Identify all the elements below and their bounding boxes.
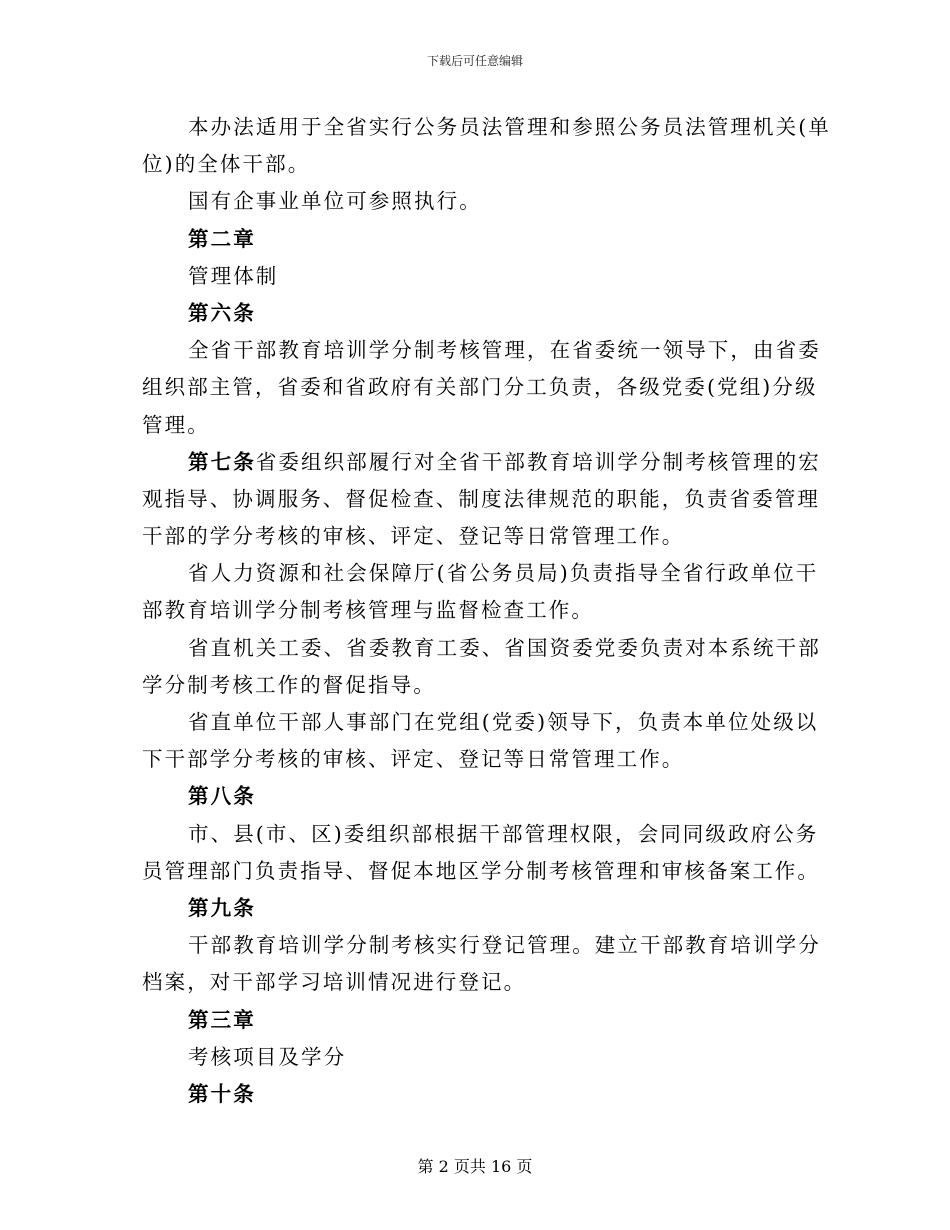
paragraph-line: 位)的全体干部。 — [142, 152, 311, 177]
chapter-heading: 第二章 — [188, 226, 256, 251]
document-body — [142, 109, 831, 1113]
paragraph-line: 下干部学分考核的审核、评定、登记等日常管理工作。 — [142, 747, 685, 772]
page-number: 第 2 页共 16 页 — [417, 1157, 533, 1176]
paragraph-line: 部教育培训学分制考核管理与监督检查工作。 — [142, 598, 594, 623]
article-heading-inline: 第七条 — [188, 449, 256, 474]
paragraph-line: 组织部主管，省委和省政府有关部门分工负责，各级党委(党组)分级 — [142, 375, 818, 400]
paragraph-line: 干部的学分考核的审核、评定、登记等日常管理工作。 — [142, 524, 685, 549]
paragraph-line: 本办法适用于全省实行公务员法管理和参照公务员法管理机关(单 — [188, 115, 831, 139]
article-heading: 第六条 — [188, 300, 256, 325]
paragraph-line: 员管理部门负责指导、督促本地区学分制考核管理和审核备案工作。 — [142, 858, 820, 883]
paragraph-line: 国有企事业单位可参照执行。 — [188, 189, 482, 214]
paragraph-line: 市、县(市、区)委组织部根据干部管理权限，会同同级政府公务 — [188, 821, 819, 846]
page-header: 下载后可任意编辑 — [426, 54, 523, 68]
chapter-title: 管理体制 — [188, 263, 279, 288]
paragraph-line: 省人力资源和社会保障厅(省公务员局)负责指导全省行政单位干 — [188, 561, 819, 586]
paragraph-line: 管理。 — [142, 412, 210, 437]
paragraph-line — [142, 444, 822, 481]
paragraph-line: 全省干部教育培训学分制考核管理，在省委统一领导下，由省委 — [188, 338, 821, 363]
paragraph-line: 省直单位干部人事部门在党组(党委)领导下，负责本单位处级以 — [188, 710, 819, 734]
paragraph-line: 学分制考核工作的督促指导。 — [142, 672, 436, 697]
chapter-heading: 第三章 — [188, 1007, 256, 1032]
paragraph-text: 省委组织部履行对全省干部教育培训学分制考核管理的宏 — [255, 449, 821, 474]
article-heading: 第十条 — [188, 1081, 256, 1106]
paragraph-line: 省直机关工委、省委教育工委、省国资委党委负责对本系统干部 — [188, 635, 821, 660]
article-heading: 第九条 — [188, 895, 256, 920]
paragraph-line: 观指导、协调服务、督促检查、制度法律规范的职能，负责省委管理 — [142, 486, 820, 511]
chapter-title: 考核项目及学分 — [188, 1044, 347, 1069]
paragraph-line: 干部教育培训学分制考核实行登记管理。建立干部教育培训学分 — [188, 933, 821, 958]
article-heading: 第八条 — [188, 784, 256, 809]
paragraph-line: 档案，对干部学习培训情况进行登记。 — [142, 970, 527, 995]
